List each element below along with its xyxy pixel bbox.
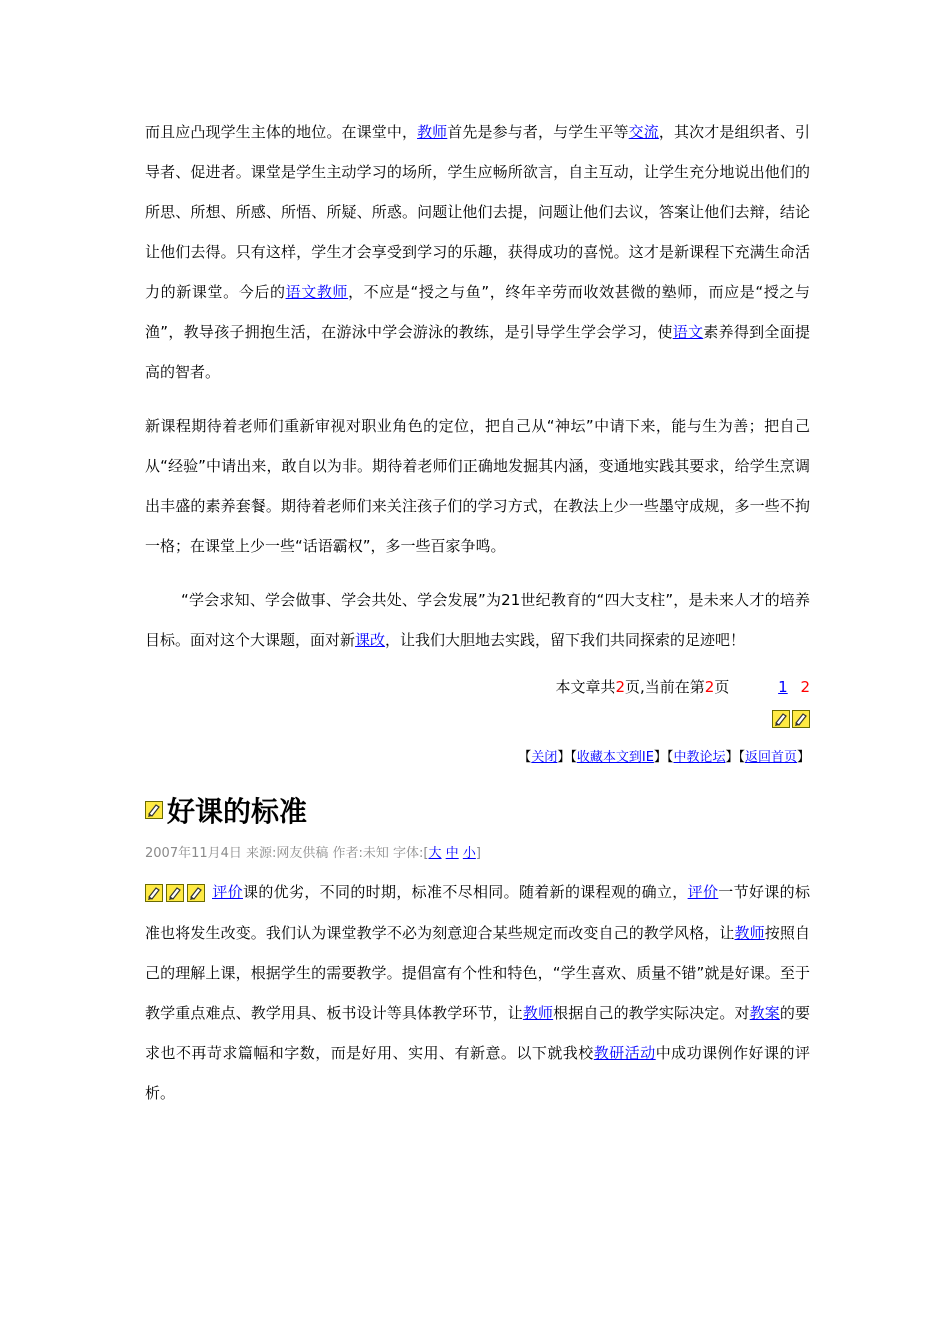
link-teacher[interactable]: 教师 xyxy=(417,123,448,141)
pager-total: 2 xyxy=(615,678,625,696)
pencil-note-icon[interactable] xyxy=(772,710,790,728)
pencil-note-icon xyxy=(187,884,205,902)
next-article-header xyxy=(145,788,810,832)
pencil-note-icon xyxy=(166,884,184,902)
ie-link[interactable]: IE xyxy=(641,750,654,765)
bracket: 】【 xyxy=(653,750,674,765)
text: 的要求也不再苛求篇幅和字数，而是好用、实用、有新意。以下就我校 xyxy=(145,1003,810,1062)
link-curriculum-reform[interactable]: 课改 xyxy=(355,631,386,649)
page-nav-icons xyxy=(145,708,810,730)
pager-text: 页,当前在第 xyxy=(625,678,705,696)
article-paragraph-3 xyxy=(145,580,810,660)
link-chinese-teacher[interactable]: 语文教师 xyxy=(285,283,349,301)
article-toolbar xyxy=(145,748,810,768)
page-current-2: 2 xyxy=(800,678,810,696)
text: ，其次才是组织者、引导者、促进者。课堂是学生主动学习的场所，学生应畅所欲言，自主互动，让学生充分地说出他们的所思、所想、所感、所悟、所疑、所惑。问题让他们去提，问题让他们去议，答案让他们去辩，结论让他们去得。只有这样，学生才会享受到学习的乐趣，获得成功的喜悦。这才是新课程下充满生命活力的新课堂。今后的 xyxy=(145,123,810,301)
font-size-medium-link[interactable]: 中 xyxy=(445,846,459,861)
text: 根据自己的教学实际决定。对 xyxy=(553,1003,750,1022)
font-size-large-link[interactable]: 大 xyxy=(428,846,442,861)
font-size-small-link[interactable]: 小 xyxy=(462,846,476,861)
article-content xyxy=(145,112,810,1113)
text: 中成功课例作好课的评析。 xyxy=(145,1043,810,1102)
pencil-note-icon xyxy=(145,801,163,819)
link-teaching-research[interactable]: 教研活动 xyxy=(593,1043,656,1062)
article-title: 好课的标准 xyxy=(167,795,308,828)
link-teacher[interactable]: 教师 xyxy=(734,923,765,942)
bracket: 】【 xyxy=(725,750,745,765)
link-chinese[interactable]: 语文 xyxy=(672,323,704,341)
text: 一节好课的标准也将发生改变。我们认为课堂教学不必为刻意迎合某些规定而改变自己的教学风格，让 xyxy=(145,883,810,942)
pager-text: 本文章共 xyxy=(555,678,616,696)
pager-current: 2 xyxy=(704,678,715,696)
link-evaluation[interactable]: 评价 xyxy=(687,883,719,901)
article-meta xyxy=(145,844,810,864)
text: “学会求知、学会做事、学会共处、学会发展”为21世纪教育的“四大支柱”，是未来人才的培养目标。面对这个大课题，面对新 xyxy=(145,591,810,649)
text: ，不应是“授之与鱼”，终年辛劳而收效甚微的塾师，而应是“授之与渔”，教导孩子拥抱生活，在游泳中学会游泳的教练，是引导学生学会学习，使 xyxy=(145,283,810,341)
bracket: 【 xyxy=(518,750,532,765)
pencil-note-icon xyxy=(145,884,163,902)
meta-text: 2007年11月4日 来源:网友供稿 作者:未知 字体:[ xyxy=(145,846,429,861)
bracket: 】【 xyxy=(557,750,577,765)
favorite-link[interactable]: 收藏本文到 xyxy=(576,750,642,765)
text: 按照自己的理解上课，根据学生的需要教学。提倡富有个性和特色，“学生喜欢、质量不错”就是好课。至于教学重点难点、教学用具、板书设计等具体教学环节，让 xyxy=(145,923,810,1022)
page-link-1[interactable]: 1 xyxy=(778,678,788,696)
link-communication[interactable]: 交流 xyxy=(628,123,659,141)
forum-link[interactable]: 中教论坛 xyxy=(673,750,726,765)
link-evaluation[interactable]: 评价 xyxy=(212,883,243,901)
next-article-paragraph-1 xyxy=(145,872,810,1113)
bracket: 】 xyxy=(796,750,810,765)
text: 课的优劣，不同的时期，标准不尽相同。随着新的课程观的确立， xyxy=(243,883,688,901)
link-lesson-plan[interactable]: 教案 xyxy=(749,1003,780,1022)
article-paragraph-1 xyxy=(145,112,810,392)
text: 首先是参与者，与学生平等 xyxy=(447,123,629,141)
article-paragraph-2: 新课程期待着老师们重新审视对职业角色的定位，把自己从“神坛”中请下来，能与生为善；把自己从“经验”中请出来，敢自以为非。期待着老师们正确地发掘其内涵，变通地实践其要求，给学生烹调出丰盛的素养套餐。期待着老师们来关注孩子们的学习方式，在教法上少一些墨守成规，多一些不拘一格；在课堂上少一些“话语霸权”，多一些百家争鸣。 xyxy=(145,417,810,555)
text: ，让我们大胆地去实践，留下我们共同探索的足迹吧！ xyxy=(385,631,746,649)
link-teacher[interactable]: 教师 xyxy=(522,1003,554,1022)
pencil-note-icon[interactable] xyxy=(792,710,810,728)
pager-text: 页 xyxy=(714,678,730,696)
lead-icons xyxy=(145,873,208,913)
home-link[interactable]: 返回首页 xyxy=(744,750,797,765)
text: 而且应凸现学生主体的地位。在课堂中， xyxy=(145,123,418,141)
close-link[interactable]: 关闭 xyxy=(531,750,558,765)
meta-text: ] xyxy=(475,846,481,861)
pagination xyxy=(145,672,810,702)
text: 素养得到全面提高的智者。 xyxy=(145,323,810,381)
